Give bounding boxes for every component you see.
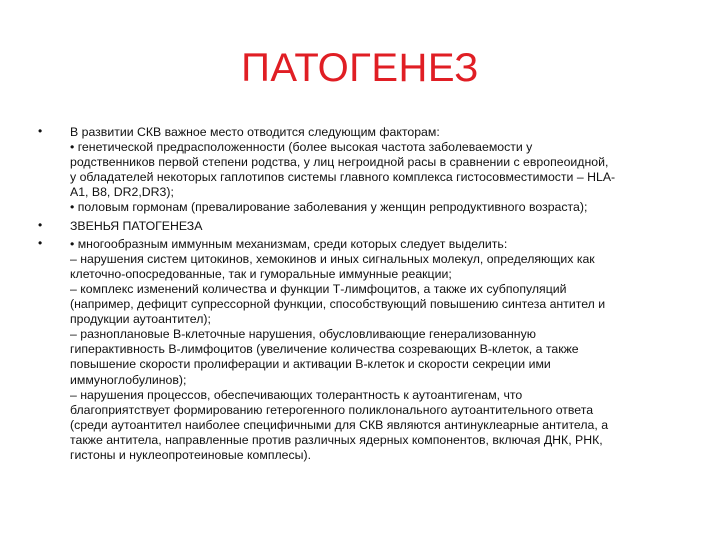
text-line: A1, B8, DR2,DR3); [70,185,174,200]
text-line: гиперактивность В-лимфоцитов (увеличение количества созревающих В-клеток, а также [70,342,579,357]
text-line: (например, дефицит супрессорной функции, способствующий повышению синтеза антител и [70,297,606,312]
text-line: В развитии СКВ важное место отводится следующим факторам: [70,125,440,139]
text-line: • половым гормонам (превалирование заболевания у женщин репродуктивного возраста); [70,200,588,215]
text-line: благоприятствует формированию гетерогенного поликлонального аутоантительного ответа [70,402,594,417]
text-line: гистоны и нуклеопротеиновые комплесы). [70,447,311,462]
bullet-icon: • [38,124,43,138]
slide-title: ПАТОГЕНЕЗ [241,46,479,90]
text-line: иммуноглобулинов); [70,372,187,387]
bullet-item-immune-mechanisms [36,237,676,463]
text-line: клеточно-опосредованные, так и гуморальные иммунные реакции; [70,266,452,281]
text-line: (среди аутоантител наиболее специфичными для СКВ являются антинуклеарные антитела, а [70,417,609,432]
bullet-icon: • [38,217,43,232]
text-line: повышение скорости пролиферации и активации В-клеток и скорости секреции ими [70,357,551,372]
text-line: родственников первой степени родства, у лиц негроидной расы в сравнении с европеоидной, [70,155,609,170]
text-line: • генетической предрасположенности (более высокая частота заболеваемости у [70,140,533,155]
bullet-list [36,125,676,466]
text-line: ЗВЕНЬЯ ПАТОГЕНЕЗА [70,218,203,233]
text-line: • многообразным иммунным механизмам, среди которых следует выделить: [70,236,508,251]
bullet-icon: • [38,235,43,250]
bullet-item-pathogenesis-heading [36,219,676,234]
text-line: – нарушения систем цитокинов, хемокинов и иных сигнальных молекул, определяющих как [70,251,595,266]
text-line: у обладателей некоторых гаплотипов системы главного комплекса гистосовместимости – HLA- [70,170,616,185]
text-line: также антитела, направленные против различных ядерных компонентов, включая ДНК, РНК, [70,432,603,447]
text-line: – нарушения процессов, обеспечивающих толерантность к аутоантигенам, что [70,387,523,402]
text-line: – комплекс изменений количества и функции Т-лимфоцитов, а также их субпопуляций [70,281,567,296]
text-line: – разноплановые В-клеточные нарушения, обусловливающие генерализованную [70,327,536,342]
bullet-item-risk-factors [36,125,676,216]
text-line: продукции аутоантител); [70,312,211,327]
